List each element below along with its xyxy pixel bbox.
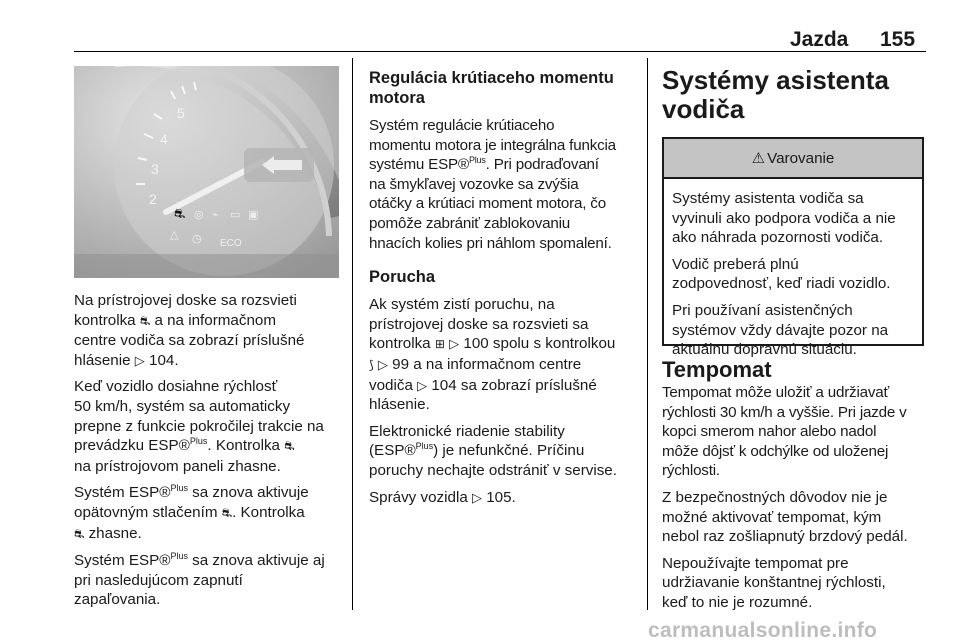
gauge-number: 3 [151, 161, 159, 177]
paragraph-esp-light: Na prístrojovej doske sa rozsvieti kontrolka ⛐ a na informačnom centre vodiča sa zobrazí príslušné hlásenie ▷ 104. [74, 292, 305, 369]
esp-warning-icon: ⛐ [284, 439, 295, 454]
esp-warning-icon: ⛐ [139, 313, 151, 328]
svg-text:△: △ [170, 228, 179, 241]
ref-arrow-icon: ▷ [449, 336, 460, 352]
warning-box [662, 137, 924, 359]
header-rule [74, 51, 926, 52]
heading-cruise-control: Tempomat [662, 357, 772, 382]
gauge-number: 4 [160, 131, 168, 147]
instrument-cluster-photo [74, 66, 339, 278]
gauge-number: 5 [177, 105, 185, 121]
cruise-control-section [662, 357, 926, 620]
warning-header: ⚠ Varovanie [664, 139, 922, 179]
paragraph-esp-off: Elektronické riadenie stability (ESP®$^{Plus}$) je nefunkčné. Príčinu poruchy nechajte odstrániť v servise. [369, 422, 617, 479]
paragraph-esp-reactivate: Systém ESP®$^{Plus}$ sa znova aktivuje opätovným stlačením ⛐. Kontrolka ⛐ zhasne. [74, 483, 309, 542]
engine-warning-icon: ⊞ [434, 337, 445, 352]
heading-engine-drag-torque: Regulácia krútiaceho momentu motora [369, 69, 614, 107]
column-divider-2 [647, 58, 648, 610]
warning-body [664, 179, 922, 360]
warning-triangle-icon: ⚠ [751, 149, 766, 167]
column-divider-1 [352, 58, 353, 610]
ref-arrow-icon: ▷ [134, 352, 145, 368]
instrument-cluster-illustration [74, 66, 339, 278]
esp-warning-icon: ⛐ [74, 526, 85, 541]
paragraph-fault: Ak systém zistí poruchu, na prístrojovej doske sa rozsvieti sa kontrolka ⊞ ▷ 100 spolu s kontrolkou ⟆ ▷ 99 a na informačnom centre vodiča ▷ 104 sa zobrazí príslušné hlásenie. [369, 296, 616, 414]
svg-text:◎: ◎ [194, 208, 204, 221]
warning-paragraph: Systémy asistenta vodiča sa vyvinuli ako podpora vodiča a nie ako náhrada pozornosti vodiča. [672, 190, 896, 247]
paragraph-cruise-safety: Z bezpečnostných dôvodov nie je možné aktivovať tempomat, kým nebol raz zošliapnutý brzdový pedál. [662, 488, 908, 546]
svg-text:▭: ▭ [230, 208, 241, 221]
page-number: 155 [880, 28, 916, 51]
ref-arrow-icon: ▷ [417, 377, 428, 393]
page-header-title: Jazda [790, 28, 849, 51]
esp-warning-icon: ⛐ [221, 505, 233, 520]
paragraph-cruise-usage: Nepoužívajte tempomat pre udržiavanie konštantnej rýchlosti, keď to nie je rozumné. [662, 554, 886, 611]
eco-label: ECO [220, 238, 242, 249]
warning-paragraph: Vodič preberá plnú zodpovednosť, keď riadi vozidlo. [672, 255, 891, 293]
paragraph-vehicle-messages: Správy vozidla ▷ 105. [369, 488, 516, 506]
column-3 [662, 66, 926, 124]
column-2 [369, 68, 639, 514]
esp-warning-icon: ⛐ [174, 207, 186, 222]
heading-fault: Porucha [369, 268, 436, 287]
paragraph-50kmh: Keď vozidlo dosiahne rýchlosť 50 km/h, systém sa automaticky prepne z funkcie pokročilej trakcie na prevádzku ESP®$^{Plus}$. Kontrolka ⛐ na prístrojovom paneli zhasne. [74, 378, 324, 475]
section-title: Systémy asistenta vodiča [662, 65, 889, 124]
svg-text:▣: ▣ [248, 208, 259, 221]
warning-paragraph: Pri používaní asistenčných systémov vždy dávajte pozor na aktuálnu dopravnú situáciu. [672, 301, 889, 359]
paragraph-engine-drag-torque: Systém regulácie krútiaceho momentu motora je integrálna funkcia systému ESP®$^{Plus}$. Pri podraďovaní na šmykľavej vozovke sa zvýšia otáčky a krútiaci moment motora, čo pomôže zabrániť zablokovaniu hnacích kolies pri náhlom spomalení. [369, 117, 616, 252]
paragraph-cruise-speed: Tempomat môže uložiť a udržiavať rýchlosti 30 km/h a vyššie. Pri jazde v kopci smerom nahor alebo nadol môže dôjsť k odchýlke od uloženej rýchlosti. [662, 384, 907, 480]
cruise-warning-icon: ⟆ [369, 357, 374, 372]
gauge-number: 2 [149, 191, 157, 207]
ref-arrow-icon: ▷ [471, 489, 482, 505]
watermark: carmanualsonline.info [648, 619, 878, 642]
column-1 [74, 291, 348, 617]
svg-text:◷: ◷ [192, 232, 202, 245]
svg-text:⌁: ⌁ [212, 208, 219, 221]
paragraph-esp-ignition: Systém ESP®$^{Plus}$ sa znova aktivuje aj pri nasledujúcom zapnutí zapaľovania. [74, 551, 325, 609]
ref-arrow-icon: ▷ [377, 356, 388, 372]
